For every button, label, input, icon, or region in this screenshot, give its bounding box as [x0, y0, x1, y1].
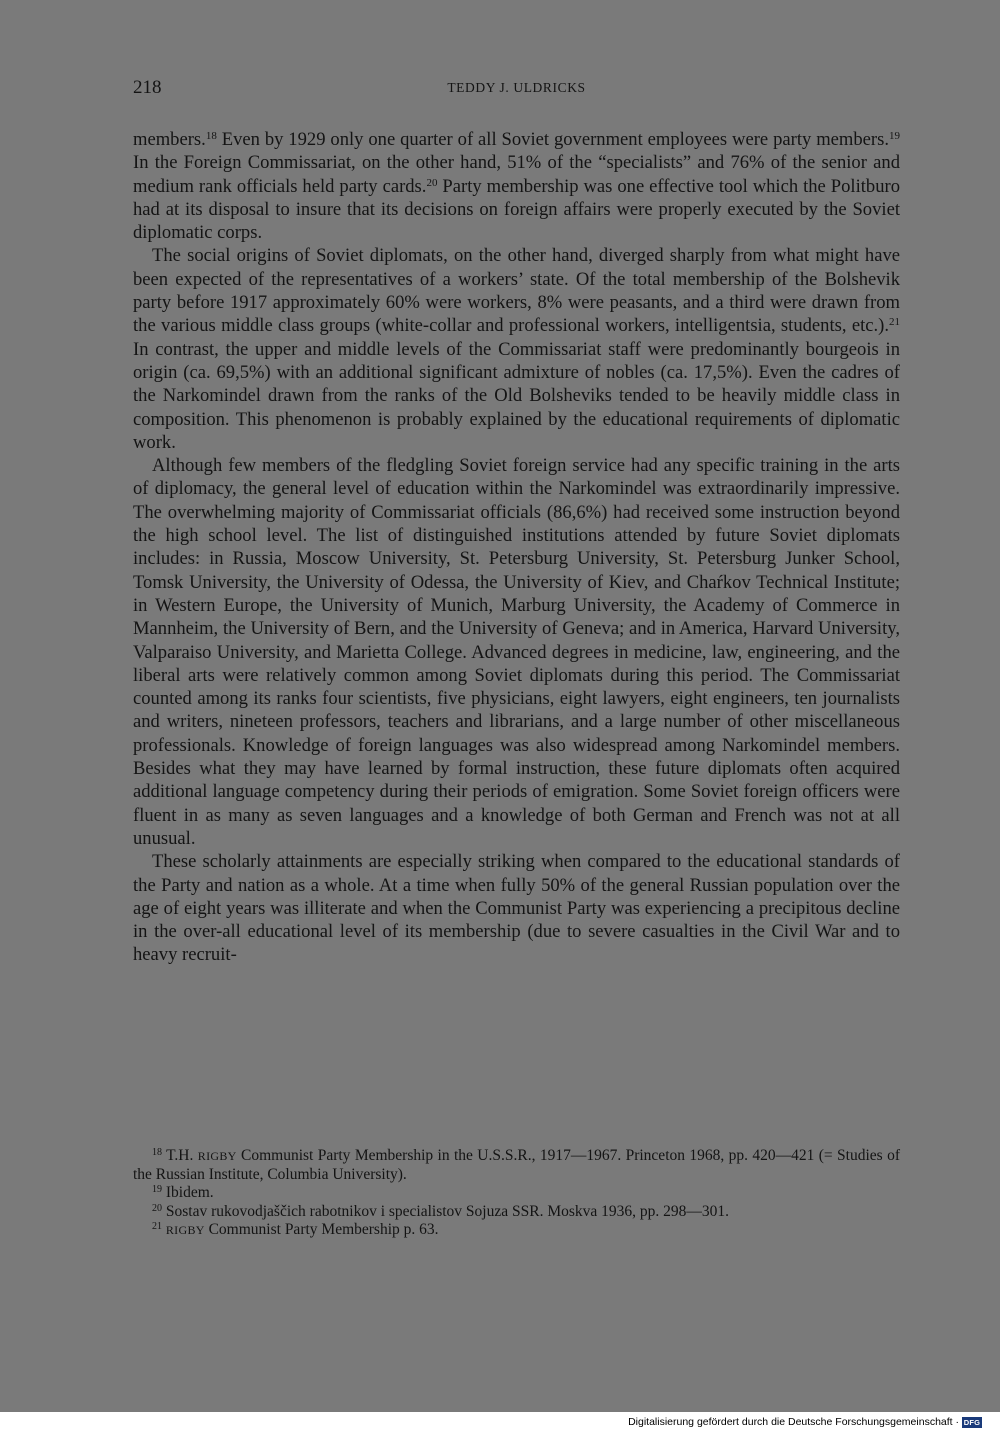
digitization-credit	[628, 1413, 982, 1431]
page-number: 218	[133, 77, 162, 98]
text-run: The social origins of Soviet diplomats, on the other hand, diverged sharply from what might have been expected of the representatives of a workers’ state. Of the total membership of the Bolshevik party before 1917 approximately 60% were workers, 8% were peasants, and a third were drawn from the various middle class groups (white-collar and professional workers, intelligentsia, students, etc.).	[133, 245, 900, 337]
running-head	[133, 76, 900, 100]
footnotes	[133, 1147, 900, 1240]
text-run: Party membership was one effective tool which the Politburo had at its disposal to insure that its decisions on foreign affairs were properly executed by the Soviet diplomatic corps.	[133, 175, 900, 244]
footnote-ref-18[interactable]: 18	[205, 130, 217, 142]
paragraph-2	[133, 244, 900, 454]
footnote-text: Communist Party Membership p. 63.	[204, 1221, 439, 1239]
text-run: In the Foreign Commissariat, on the other hand, 51% of the “specialists” and 76% of the senior and medium rank officials held party cards.	[133, 152, 900, 197]
footnote-number: 19	[152, 1184, 162, 1196]
footnote-18	[133, 1147, 900, 1184]
footnote-text: Communist Party Membership in the U.S.S.R., 1917—1967. Princeton 1968, pp. 420—421 (= Studies of the Russian Institute, Columbia University).	[133, 1147, 900, 1183]
body-text	[133, 128, 900, 967]
footnote-21	[133, 1221, 900, 1240]
running-title: TEDDY J. ULDRICKS	[447, 80, 586, 95]
dfg-logo[interactable]: DFG	[963, 1417, 981, 1427]
footnote-text: Sostav rukovodjaščich rabotnikov i specialistov Sojuza SSR. Moskva 1936, pp. 298—301.	[165, 1202, 730, 1220]
paragraph-3: Although few members of the fledgling Soviet foreign service had any specific training in the arts of diplomacy, the general level of education within the Narkomindel was extraordinarily impressive. The overwhelming majority of Commissariat officials (86,6%) had received some instruction beyond the high school level. The list of distinguished institutions attended by future Soviet diplomats includes: in Russia, Moscow University, St. Petersburg University, St. Petersburg Junker School, Tomsk University, the University of Odessa, the University of Kiev, and Chaŕkov Technical Institute; in Western Europe, the University of Munich, Marburg University, the Academy of Commerce in Mannheim, the University of Bern, and the University of Geneva; and in America, Harvard University, Valparaiso University, and Marietta College. Advanced degrees in medicine, law, engineering, and the liberal arts were relatively common among Soviet diplomats during this period. The Commissariat counted among its ranks four scientists, five physicians, eight lawyers, eight engineers, ten journalists and writers, nineteen professors, teachers and librarians, and a large number of other miscellaneous professionals. Knowledge of foreign languages was also widespread among Narkomindel members. Besides what they may have learned by formal instruction, these future diplomats often acquired additional language competency during their periods of emigration. Some Soviet foreign officers were fluent in as many as seven languages and a knowledge of both German and French was not at all unusual.	[133, 455, 900, 849]
footnote-initials: T.H.	[166, 1147, 198, 1164]
footnote-ref-20[interactable]: 20	[426, 176, 438, 189]
text-run: members.	[133, 129, 206, 150]
text-run: Even by 1929 only one quarter of all Soviet government employees were party members.	[216, 129, 889, 150]
footnote-author: RIGBY	[165, 1223, 205, 1238]
footnote-number: 18	[152, 1147, 162, 1158]
footnote-ref-21[interactable]: 21	[889, 316, 900, 329]
footnote-ref-19[interactable]: 19	[889, 130, 900, 142]
paragraph-4: These scholarly attainments are especially striking when compared to the educational standards of the Party and nation as a whole. At a time when fully 50% of the general Russian population over the age of eight years was illiterate and when the Communist Party was experiencing a precipitous decline in the over-all educational level of its membership (due to severe casualties in the Civil War and to heavy recruit-	[133, 851, 900, 966]
footnote-number: 21	[152, 1221, 162, 1233]
text-run: In contrast, the upper and middle levels of the Commissariat staff were predominantly bourgeois in origin (ca. 69,5%) with an additional significant admixture of nobles (ca. 17,5%). Even the cadres of the Narkomindel drawn from the ranks of the Old Bolsheviks tended to be heavily middle class in composition. This phenomenon is probably explained by the educational requirements of diplomatic work.	[133, 338, 900, 453]
footnote-number: 20	[152, 1202, 162, 1214]
credit-text: Digitalisierung gefördert durch die Deutsche Forschungsgemeinschaft ·	[628, 1416, 959, 1428]
footnote-20	[133, 1203, 900, 1222]
paragraph-1	[133, 128, 900, 244]
footnote-text: Ibidem.	[165, 1184, 214, 1202]
footnote-author: RIGBY	[197, 1149, 237, 1163]
footnote-19	[133, 1184, 900, 1203]
